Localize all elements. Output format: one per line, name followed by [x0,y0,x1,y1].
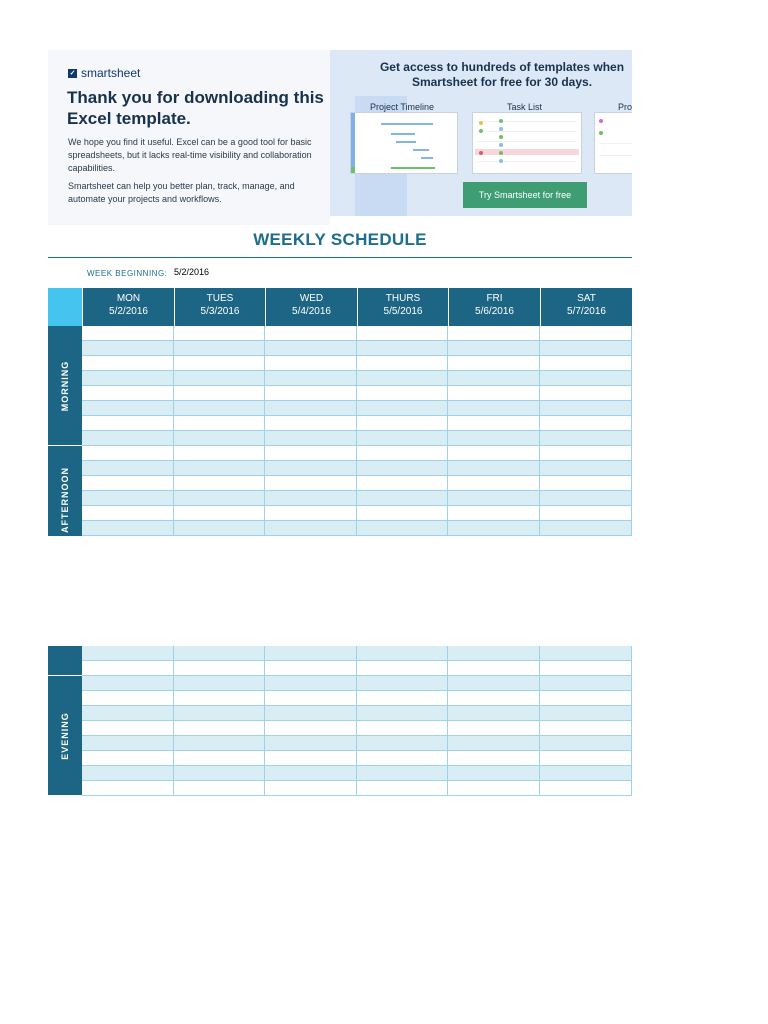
schedule-cell[interactable] [174,721,265,736]
schedule-cell[interactable] [82,371,174,386]
schedule-cell[interactable] [448,736,540,751]
schedule-cell[interactable] [82,446,174,461]
schedule-cell[interactable] [265,476,357,491]
schedule-cell[interactable] [357,646,448,661]
schedule-cell[interactable] [357,491,448,506]
schedule-cell[interactable] [82,676,174,691]
schedule-cell[interactable] [174,356,265,371]
schedule-cell[interactable] [540,341,632,356]
title-divider [48,257,632,258]
thumb-row-line [477,161,577,162]
schedule-cell[interactable] [82,326,174,341]
section-label-evening: EVENING [60,711,70,760]
schedule-cell[interactable] [265,416,357,431]
schedule-cell[interactable] [174,401,265,416]
thumb-highlight-row [475,149,579,155]
schedule-cell[interactable] [174,661,265,676]
schedule-cell[interactable] [82,781,174,796]
schedule-cell[interactable] [540,691,632,706]
thumb-sidebar-accent [351,167,355,173]
day-name: TUES [206,293,234,304]
schedule-cell[interactable] [357,431,448,446]
schedule-cell[interactable] [265,371,357,386]
schedule-cell[interactable] [265,766,357,781]
schedule-cell[interactable] [174,416,265,431]
gantt-bar [396,141,416,143]
status-dot [479,151,483,155]
schedule-cell[interactable] [174,491,265,506]
schedule-cell[interactable] [174,706,265,721]
schedule-cell[interactable] [82,341,174,356]
templates-promo-title: Get access to hundreds of templates when Smartsheet for free for 30 days. [379,60,625,89]
day-header-fri [448,288,540,326]
schedule-cell[interactable] [82,401,174,416]
schedule-cell[interactable] [265,401,357,416]
section-evening [48,676,82,796]
schedule-cell[interactable] [174,751,265,766]
schedule-cell[interactable] [82,461,174,476]
template-label-task-list: Task List [507,102,543,112]
thumb-row-line [477,141,577,142]
promo-paragraph-2: Smartsheet can help you better plan, track, manage, and automate your projects and workflows. [68,181,295,204]
thumb-sidebar [351,113,355,173]
schedule-cell[interactable] [174,691,265,706]
schedule-cell[interactable] [174,736,265,751]
thumb-row-line [599,155,632,156]
gantt-bar [391,133,415,135]
promo-title: Thank you for downloading this Excel template. [67,88,324,128]
gantt-bar [421,157,433,159]
schedule-cell[interactable] [357,326,448,341]
schedule-cell[interactable] [265,736,357,751]
schedule-cell[interactable] [265,706,357,721]
schedule-cell[interactable] [448,446,540,461]
schedule-cell[interactable] [448,766,540,781]
schedule-cell[interactable] [82,386,174,401]
status-dot [499,151,503,155]
schedule-cell[interactable] [82,476,174,491]
check-logo-icon: ✓ [69,69,76,77]
day-header-tues [174,288,265,326]
template-thumb-project-timeline[interactable] [350,112,458,174]
try-smartsheet-button[interactable]: Try Smartsheet for free [463,182,587,208]
gantt-bar [381,123,433,125]
day-header-sat [540,288,632,326]
schedule-cell[interactable] [448,341,540,356]
schedule-cell[interactable] [82,356,174,371]
schedule-cell[interactable] [540,491,632,506]
status-dot [599,131,603,135]
grid-right-edge [631,326,632,536]
schedule-cell[interactable] [540,461,632,476]
smartsheet-logo [68,66,140,80]
schedule-cell[interactable] [265,506,357,521]
template-thumb-pro[interactable] [594,112,632,174]
day-header-mon [82,288,174,326]
schedule-cell[interactable] [540,521,632,536]
schedule-cell[interactable] [540,706,632,721]
schedule-cell[interactable] [448,661,540,676]
schedule-cell[interactable] [540,661,632,676]
day-date: 5/3/2016 [200,306,240,317]
schedule-cell[interactable] [174,646,265,661]
schedule-cell[interactable] [357,461,448,476]
schedule-cell[interactable] [357,416,448,431]
week-beginning-value[interactable]: 5/2/2016 [174,267,210,277]
status-dot [499,135,503,139]
schedule-cell[interactable] [174,371,265,386]
schedule-cell[interactable] [82,736,174,751]
schedule-cell[interactable] [82,721,174,736]
schedule-cell[interactable] [540,646,632,661]
gantt-bar [413,149,429,151]
header-corner [48,288,82,326]
template-label-project-timeline: Project Timeline [370,102,435,112]
schedule-cell[interactable] [540,736,632,751]
schedule-cell[interactable] [174,506,265,521]
schedule-cell[interactable] [174,781,265,796]
schedule-cell[interactable] [82,706,174,721]
schedule-cell[interactable] [540,781,632,796]
schedule-cell[interactable] [174,446,265,461]
section-afternoon [48,446,82,536]
day-header-wed [265,288,357,326]
section-morning [48,326,82,446]
schedule-cell[interactable] [448,461,540,476]
schedule-cell[interactable] [265,676,357,691]
schedule-cell[interactable] [540,751,632,766]
schedule-cell[interactable] [265,491,357,506]
schedule-cell[interactable] [357,706,448,721]
schedule-cell[interactable] [174,676,265,691]
section-label-afternoon: AFTERNOON [60,467,70,533]
schedule-cell[interactable] [448,781,540,796]
schedule-cell[interactable] [82,431,174,446]
promo-paragraph-1: We hope you find it useful. Excel can be a good tool for basic spreadsheets, but it lacks real-time visibility and collaboration capabilities. [68,137,312,173]
day-name: FRI [486,293,503,304]
logo-text: smartsheet [81,66,141,80]
schedule-cell[interactable] [357,401,448,416]
schedule-cell[interactable] [448,491,540,506]
schedule-cell[interactable] [448,371,540,386]
day-date: 5/5/2016 [383,306,423,317]
day-header-thurs [357,288,448,326]
gantt-bar [391,167,435,169]
schedule-cell[interactable] [357,521,448,536]
schedule-cell[interactable] [174,431,265,446]
schedule-cell[interactable] [448,676,540,691]
schedule-cell[interactable] [265,661,357,676]
section-label-morning: MORNING [60,360,70,411]
templates-promo [330,50,632,216]
week-beginning-label: WEEK BEGINNING: [87,269,168,278]
day-name: SAT [577,293,596,304]
schedule-cell[interactable] [357,386,448,401]
status-dot [499,159,503,163]
schedule-cell[interactable] [540,416,632,431]
day-name: THURS [385,293,421,304]
schedule-cell[interactable] [540,431,632,446]
schedule-cell[interactable] [82,506,174,521]
schedule-cell[interactable] [448,476,540,491]
schedule-cell[interactable] [448,356,540,371]
schedule-cell[interactable] [540,721,632,736]
schedule-cell[interactable] [265,356,357,371]
schedule-cell[interactable] [357,736,448,751]
schedule-cell[interactable] [357,506,448,521]
schedule-cell[interactable] [357,371,448,386]
day-name: WED [299,293,324,304]
schedule-cell[interactable] [82,416,174,431]
schedule-cell[interactable] [357,766,448,781]
schedule-cell[interactable] [265,751,357,766]
schedule-cell[interactable] [82,766,174,781]
schedule-cell[interactable] [448,386,540,401]
schedule-cell[interactable] [265,781,357,796]
schedule-cell[interactable] [448,691,540,706]
schedule-cell[interactable] [265,721,357,736]
schedule-cell[interactable] [82,751,174,766]
schedule-cell[interactable] [357,476,448,491]
status-dot [479,121,483,125]
day-name: MON [116,293,141,304]
schedule-cell[interactable] [448,326,540,341]
schedule-cell[interactable] [265,691,357,706]
schedule-cell[interactable] [540,476,632,491]
schedule-cell[interactable] [540,386,632,401]
grid-right-edge [631,646,632,796]
day-date: 5/2/2016 [109,306,148,317]
schedule-cell[interactable] [357,356,448,371]
schedule-cell[interactable] [357,661,448,676]
schedule-cell[interactable] [540,326,632,341]
schedule-cell[interactable] [357,341,448,356]
schedule-cell[interactable] [174,476,265,491]
schedule-cell[interactable] [448,521,540,536]
status-dot [499,119,503,123]
schedule-cell[interactable] [82,661,174,676]
schedule-cell[interactable] [540,676,632,691]
schedule-cell[interactable] [357,781,448,796]
schedule-cell[interactable] [265,341,357,356]
schedule-cell[interactable] [174,341,265,356]
schedule-cell[interactable] [540,401,632,416]
schedule-cell[interactable] [174,521,265,536]
schedule-cell[interactable] [82,646,174,661]
schedule-cell[interactable] [540,446,632,461]
schedule-cell[interactable] [265,326,357,341]
schedule-cell[interactable] [357,446,448,461]
schedule-cell[interactable] [174,766,265,781]
schedule-cell[interactable] [174,386,265,401]
template-label-pro: Pro [618,102,632,112]
schedule-cell[interactable] [540,766,632,781]
schedule-cell[interactable] [448,751,540,766]
schedule-cell[interactable] [82,491,174,506]
schedule-cell[interactable] [448,416,540,431]
schedule-cell[interactable] [540,371,632,386]
schedule-cell[interactable] [265,386,357,401]
schedule-title: WEEKLY SCHEDULE [253,230,427,249]
thumb-row-line [599,143,632,144]
thumb-row-line [477,131,577,132]
schedule-cell[interactable] [357,751,448,766]
section-afternoon-continued [48,646,82,676]
status-dot [599,119,603,123]
status-dot [499,127,503,131]
schedule-cell[interactable] [82,691,174,706]
schedule-cell[interactable] [174,326,265,341]
schedule-cell[interactable] [265,646,357,661]
status-dot [499,143,503,147]
schedule-cell[interactable] [265,521,357,536]
schedule-cell[interactable] [357,691,448,706]
schedule-cell[interactable] [448,431,540,446]
schedule-cell[interactable] [82,521,174,536]
schedule-cell[interactable] [448,721,540,736]
promo-panel [48,50,330,225]
schedule-cell[interactable] [265,461,357,476]
thumb-row-line [477,121,577,122]
day-date: 5/7/2016 [567,306,606,317]
schedule-cell[interactable] [448,401,540,416]
schedule-cell[interactable] [540,356,632,371]
schedule-cell[interactable] [265,431,357,446]
day-date: 5/4/2016 [292,306,331,317]
schedule-cell[interactable] [357,676,448,691]
day-date: 5/6/2016 [475,306,514,317]
schedule-cell[interactable] [448,646,540,661]
template-thumb-task-list[interactable] [472,112,582,174]
schedule-cell[interactable] [448,706,540,721]
schedule-cell[interactable] [174,461,265,476]
schedule-cell[interactable] [357,721,448,736]
schedule-cell[interactable] [540,506,632,521]
schedule-cell[interactable] [265,446,357,461]
status-dot [479,129,483,133]
schedule-cell[interactable] [448,506,540,521]
